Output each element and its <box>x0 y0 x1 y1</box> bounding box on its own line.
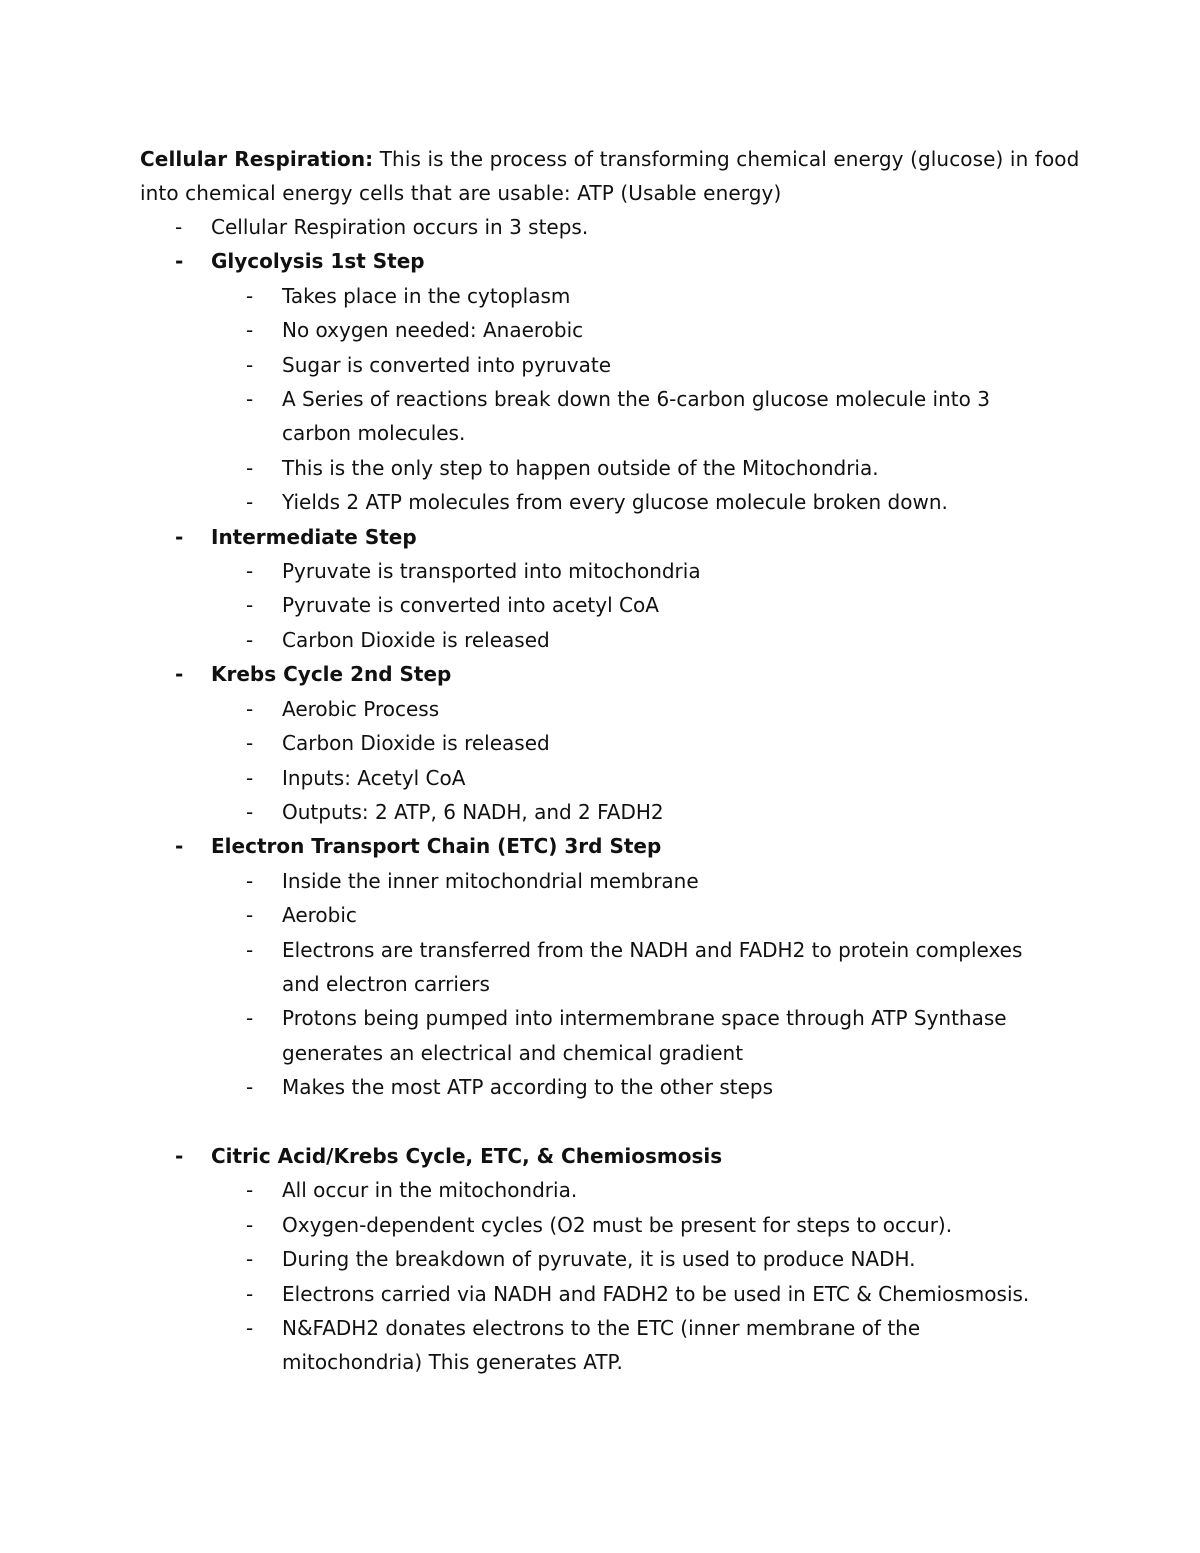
list-item <box>0 864 1200 898</box>
dash-bullet: - <box>246 799 254 824</box>
list-item <box>0 451 1200 485</box>
list-item <box>0 279 1200 313</box>
dash-bullet: - <box>246 903 254 928</box>
dash-bullet: - <box>246 731 254 756</box>
dash-bullet: - <box>246 283 254 308</box>
section-heading-text: Electron Transport Chain (ETC) 3rd Step <box>211 834 662 859</box>
list-item-text: Yields 2 ATP molecules from every glucose molecule broken down. <box>282 490 948 515</box>
dash-bullet: - <box>246 1075 254 1100</box>
steps-intro-line <box>0 210 1200 244</box>
dash-bullet: - <box>175 1143 184 1168</box>
dash-bullet: - <box>246 1247 254 1272</box>
dash-bullet: - <box>246 696 254 721</box>
list-item <box>0 726 1200 760</box>
list-item <box>0 588 1200 622</box>
list-item <box>0 1208 1200 1242</box>
intro-term: Cellular Respiration: <box>140 147 374 171</box>
section-heading-intermediate <box>0 520 1200 554</box>
section-heading-text: Citric Acid/Krebs Cycle, ETC, & Chemiosmosis <box>211 1143 723 1168</box>
list-item-text: This is the only step to happen outside of the Mitochondria. <box>282 455 879 480</box>
list-item <box>0 313 1200 347</box>
list-item <box>0 898 1200 932</box>
section-heading-citric-acid <box>0 1139 1200 1173</box>
list-item <box>0 1277 1200 1311</box>
dash-bullet: - <box>246 1006 254 1031</box>
dash-bullet: - <box>246 318 254 343</box>
dash-bullet: - <box>246 352 254 377</box>
list-item-text: Protons being pumped into intermembrane space through ATP Synthase generates an electrical and chemical gradient <box>282 1006 1007 1065</box>
dash-bullet: - <box>175 524 184 549</box>
list-item-text: No oxygen needed: Anaerobic <box>282 318 584 343</box>
list-item-text: Carbon Dioxide is released <box>282 627 550 652</box>
list-item <box>0 1242 1200 1276</box>
dash-bullet: - <box>246 387 254 412</box>
list-item <box>0 692 1200 726</box>
dash-bullet: - <box>246 868 254 893</box>
intro-text: This is the process of transforming chemical energy (glucose) in food into chemical energy cells that are usable: ATP (Usable energy) <box>140 147 1080 205</box>
dash-bullet: - <box>246 593 254 618</box>
list-item-text: Inputs: Acetyl CoA <box>282 765 466 790</box>
dash-bullet: - <box>246 765 254 790</box>
list-item <box>0 554 1200 588</box>
section-heading-text: Glycolysis 1st Step <box>211 249 425 274</box>
list-item-text: Takes place in the cytoplasm <box>282 283 571 308</box>
list-item-text: Pyruvate is converted into acetyl CoA <box>282 593 659 618</box>
dash-bullet: - <box>175 249 184 274</box>
dash-bullet: - <box>175 662 184 687</box>
list-item-text: A Series of reactions break down the 6-carbon glucose molecule into 3 carbon molecules. <box>282 387 990 446</box>
list-item-text: Oxygen-dependent cycles (O2 must be present for steps to occur). <box>282 1212 953 1237</box>
list-item <box>0 348 1200 382</box>
dash-bullet: - <box>246 627 254 652</box>
list-item-text: Inside the inner mitochondrial membrane <box>282 868 699 893</box>
list-item <box>0 623 1200 657</box>
section-heading-glycolysis <box>0 244 1200 278</box>
list-item <box>0 1070 1200 1104</box>
list-item-text: N&FADH2 donates electrons to the ETC (inner membrane of the mitochondria) This generates ATP. <box>282 1315 921 1375</box>
dash-bullet: - <box>246 937 254 962</box>
list-item-text: Electrons carried via NADH and FADH2 to be used in ETC & Chemiosmosis. <box>282 1281 1030 1306</box>
dash-bullet: - <box>246 455 254 480</box>
intro-paragraph <box>140 142 1080 210</box>
list-item-text: During the breakdown of pyruvate, it is used to produce NADH. <box>282 1247 916 1272</box>
list-item <box>0 382 1200 451</box>
outline-list <box>0 210 1200 1380</box>
list-item <box>0 795 1200 829</box>
dash-bullet: - <box>246 1281 254 1306</box>
list-item-text: Carbon Dioxide is released <box>282 731 550 756</box>
dash-bullet: - <box>175 215 183 239</box>
list-item <box>0 485 1200 519</box>
list-item-text: Pyruvate is transported into mitochondria <box>282 559 701 584</box>
dash-bullet: - <box>246 559 254 584</box>
list-item-text: Aerobic Process <box>282 696 440 721</box>
section-heading-text: Krebs Cycle 2nd Step <box>211 662 452 687</box>
dash-bullet: - <box>175 834 184 859</box>
list-item <box>0 1173 1200 1207</box>
blank-line <box>0 1105 1200 1139</box>
list-item <box>0 1311 1200 1380</box>
dash-bullet: - <box>246 490 254 515</box>
section-heading-text: Intermediate Step <box>211 524 417 549</box>
list-item <box>0 761 1200 795</box>
list-item-text: Electrons are transferred from the NADH and FADH2 to protein complexes and electron carriers <box>282 937 1023 996</box>
list-item-text: All occur in the mitochondria. <box>282 1178 578 1203</box>
list-item <box>0 933 1200 1002</box>
dash-bullet: - <box>246 1212 254 1237</box>
section-heading-etc <box>0 829 1200 863</box>
section-heading-krebs <box>0 657 1200 691</box>
dash-bullet: - <box>246 1178 254 1203</box>
list-item <box>0 1001 1200 1070</box>
list-item-text: Outputs: 2 ATP, 6 NADH, and 2 FADH2 <box>282 799 664 824</box>
list-item-text: Sugar is converted into pyruvate <box>282 352 612 377</box>
dash-bullet: - <box>246 1315 254 1340</box>
list-item-text: Makes the most ATP according to the other steps <box>282 1075 774 1100</box>
steps-intro-text: Cellular Respiration occurs in 3 steps. <box>211 215 589 239</box>
list-item-text: Aerobic <box>282 903 357 928</box>
